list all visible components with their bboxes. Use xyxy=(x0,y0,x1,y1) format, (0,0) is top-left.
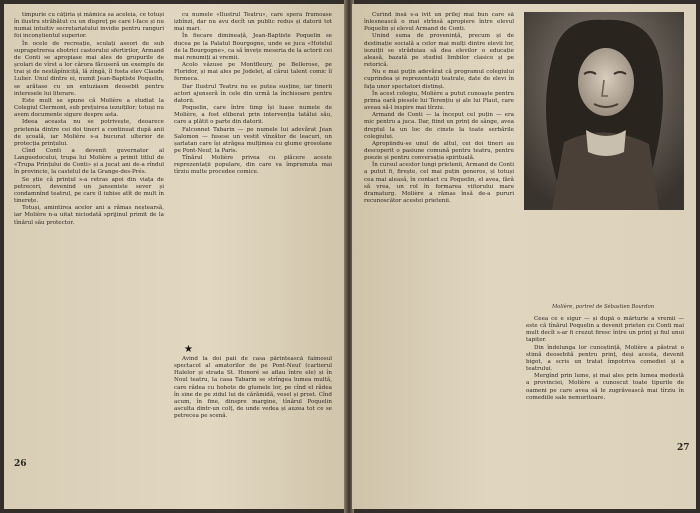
paragraph: Nu e mai puțin adevărat că programul colegiului cuprindea și reprezentații teatrale, date de elevi în fața unor spectatori distinși. xyxy=(364,69,514,90)
portrait-image xyxy=(524,12,684,210)
paragraph: Se știe că prințul s-a retras apoi din viața de petreceri, devenind un janseniste sever și condamnînd teatrul, pe care îl iubise atît de mult în tinerețe. xyxy=(14,176,164,205)
paragraph: Apropiindu-se unul de altul, cei doi tineri au descoperit o pasiune comună pentru teatru, pentru poezie și pentru conversația spirituală. xyxy=(364,140,514,162)
paragraph: timpurie cu cățiria și mămica sa aceleia, ce totuși în ilustru străbătut cu un dispreț pe care l-face și nu numai intuitiv secretariatului invidie pentru ranguri foi inconștientul superior. xyxy=(14,12,164,40)
paragraph: Falconnet Tabarin — pe numele lui adevărat Jean Salomon — fusese un vestit vînzător de leacuri, un șarlatan care își atrăgea mulțimea cu glume grosolane pe Pont-Neuf, la Paris. xyxy=(174,126,332,154)
paragraph: Tînărul Molière privea cu plăcere aceste reprezentații populare, din care va împrumuta mai tîrziu multe procedee comice. xyxy=(174,155,332,176)
paragraph: Ceea ce e sigur — și după o mărturie a vremii — este că tînărul Poquelin a devenit prieten cu Conti mai mult decît s-ar fi crezut firesc între un prinț și fiul unui tapițer. xyxy=(526,316,684,344)
paragraph: În cursul acestor lungi prietenii, Armand de Conti a putut fi, firește, cel mai puțin generos, și totuși cea mai aleasă, în contact cu Poquelin, el avea, fără să vrea, un rol în formarea viitorului mare dramaturg. Molière a rămas însă de-a pururi recunoscător acestei prietenii. xyxy=(364,162,514,205)
paragraph: Unind suma de provenință, precum și de destinație socială a celor mai mulți dintre elevii lor, iezuiții se străduiau să dea elevilor o educație aleasă, bazată pe studiul limbilor clasice și pe retorică. xyxy=(364,33,514,69)
paragraph: Dar Ilustrul Teatru nu se putea susține, iar tinerii actori ajunseră în cele din urmă la închisoare pentru datorii. xyxy=(174,83,332,104)
left-column-2 xyxy=(174,12,332,337)
paragraph: În fiecare dimineață, Jean-Baptiste Poquelin se ducea pe la Palatul Bourgogne, unde se juca «Hotelul de la Bourgogne», ca să învețe meseria de la actorii cei mai renumiți ai vremii. xyxy=(174,33,332,61)
paragraph: Mergînd prin lume, și mai ales prin lumea modestă a provinciei, Molière a cunoscut toate tipurile de oameni pe care avea să le zugrăvească mai tîrziu în comediile sale nemuritoare. xyxy=(526,373,684,401)
paragraph: Este mult se spune că Molière a studiat la Colegiul Clermont, sub prețuirea iezuiților; totuși nu avem documente sigure despre asta. xyxy=(14,97,164,119)
page-number-left: 26 xyxy=(14,459,27,469)
paragraph: cu numele «Ilustrul Teatru», care spera frumoase izbînzi, dar nu avu decît un public redus și datorii tot mai mari. xyxy=(174,12,332,33)
paragraph: În ocele de recreație, sculați aseori de sub suprapetrerea ebotrici castorului sfertirilor, Armand de Conti se apropiase mai ales de grupurile de școlari de vîrst a lor cărora făcuseră un exemplu de trai și de nestăpîniciță, lă zîngă, îl fosta elev Claude Lulier. Unul dintre ei, numit Jean-Baptiste Poquelin, se arătase cu un entuziasm deosebit pentru interesele lui literare. xyxy=(14,40,164,97)
paragraph: În acest colegiu, Molière a putut cunoaște pentru prima oară piesele lui Terențiu și ale lui Plaut, care aveau să-l inspire mai tîrziu. xyxy=(364,90,514,112)
left-column-1 xyxy=(14,12,164,442)
paragraph: Poquelin, care între timp își luase numele de Molière, a fost eliberat prin intervenția tatălui său, care a plătit o parte din datorii. xyxy=(174,105,332,126)
page-number-right: 27 xyxy=(677,443,690,453)
portrait-caption: Molière, portret de Sébastien Bourdon xyxy=(552,304,655,310)
paragraph: Ideea aceasta nu se potrivește, deoarece prietenia dintre cei doi tineri a continuat după anii de școală, iar Molière s-a bucurat ulterior de protecția prințului. xyxy=(14,119,164,147)
paragraph: Din îndelunga lor cunoștință, Molière a păstrat o stimă deosebită pentru prinț, deși acesta, devenit bigot, a scris un tratat împotriva comediei și a teatrului. xyxy=(526,344,684,373)
left-page xyxy=(4,4,346,509)
section-star-icon: ★ xyxy=(184,344,193,355)
paragraph: Curînd însă s-a ivit un prilej mai bun care să înlesnească o mai strînsă apropiere între elevul Poquelin și elevul Armand de Conti. xyxy=(364,12,514,33)
right-column-2 xyxy=(526,316,684,452)
paragraph: Cînd Conti a devenit guvernator al Languedocului, trupa lui Molière a primit titlul de «Trupa Prințului de Conti» și a jucat ani de-a rîndul în provincie, la castelul de la Grange-des-Prés. xyxy=(14,147,164,176)
paragraph: Armand de Conti — la început cel puțin — era mic pentru a juca. Dar, fiind un prinț de sânge, avea dreptul la un loc de cinste la toate serbările colegiului. xyxy=(364,112,514,140)
left-column-2-continued xyxy=(174,356,332,466)
paragraph: Totuși, amintirea acelor ani a rămas neștearsă, iar Molière n-a uitat niciodată sprijinul primit de la tînărul său protector. xyxy=(14,205,164,226)
moliere-portrait xyxy=(524,12,684,210)
right-column-1 xyxy=(364,12,514,452)
paragraph: Acolo văzuse pe Montfleury, pe Bellerose, pe Floridor, și mai ales pe Jodelet, al cărui talent comic îl fermeca. xyxy=(174,62,332,83)
paragraph: Avînd la doi paii de casa părintească faimosul spectacol al amatorilor de pe Pont-Neuf (cartierul Halelor și strada St. Honoré se aflau între ele) și în Noul teatru, la casa Tabarin se strîngea lumea multă, care râdea cu hohote de glumele lor, pe cînd el râdea în sine de pe zidul lui de cărămidă, vesel și prost. Cînd acum, în fine, dinspre margine, tînărul Poquelin asculta dintr-un colț, de unde vedea și auzea tot ce se petrecea pe scenă. xyxy=(174,356,332,420)
right-page xyxy=(352,4,696,509)
